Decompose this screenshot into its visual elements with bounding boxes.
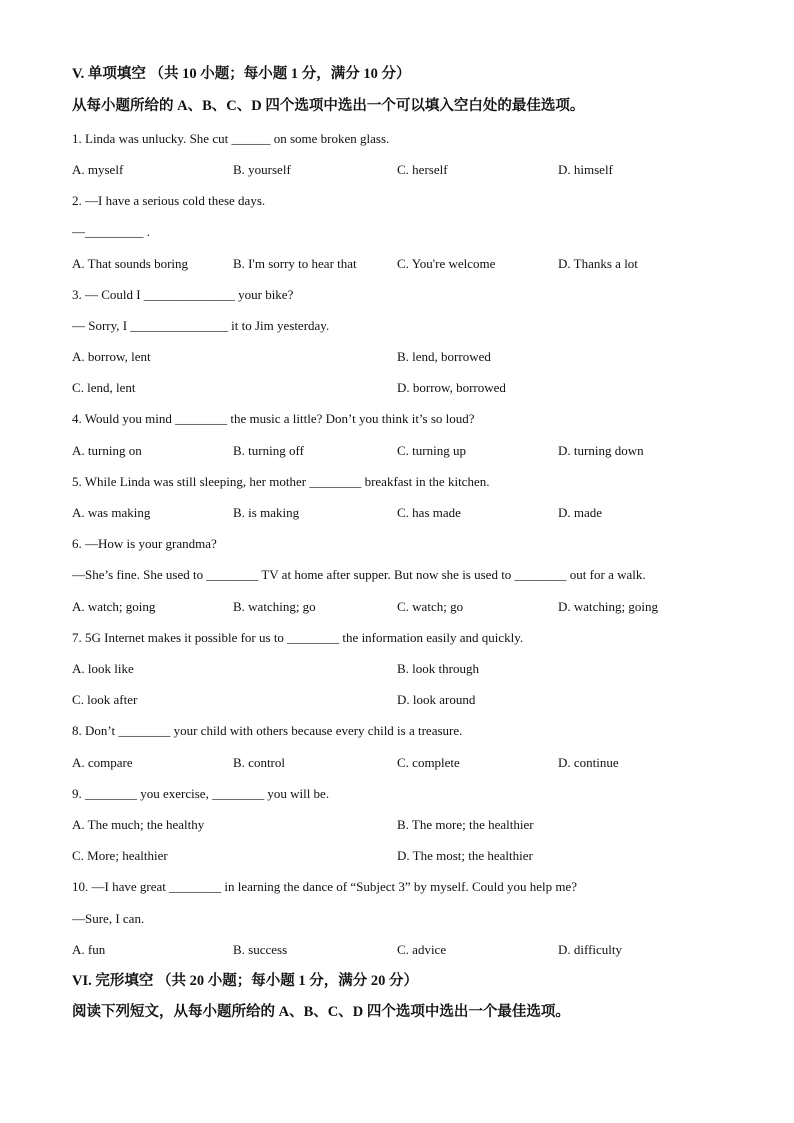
section-v-heading: V. 单项填空 （共 10 小题；每小题 1 分，满分 10 分） xyxy=(72,66,411,82)
option-b[interactable]: B. success xyxy=(233,942,288,957)
question-3-stem: 3. — Could I ______________ your bike? xyxy=(72,287,294,302)
section-vi-heading: VI. 完形填空 （共 20 小题；每小题 1 分，满分 20 分） xyxy=(72,973,418,989)
option-a[interactable]: A. was making xyxy=(72,505,151,520)
question-2-stem: 2. —I have a serious cold these days. xyxy=(72,193,266,208)
option-c[interactable]: C. advice xyxy=(397,942,447,957)
option-d[interactable]: D. look around xyxy=(397,692,476,707)
option-b[interactable]: B. watching; go xyxy=(233,599,316,614)
option-a[interactable]: A. watch; going xyxy=(72,599,156,614)
option-b[interactable]: B. look through xyxy=(397,661,479,676)
question-9-stem: 9. ________ you exercise, ________ you will be. xyxy=(72,786,330,801)
question-3-response: — Sorry, I _______________ it to Jim yesterday. xyxy=(72,318,330,333)
option-a[interactable]: A. turning on xyxy=(72,443,142,458)
question-10-stem: 10. —I have great ________ in learning the dance of “Subject 3” by myself. Could you help me? xyxy=(72,879,578,894)
question-6-response: —She’s fine. She used to ________ TV at home after supper. But now she is used to ________ out for a walk. xyxy=(72,567,646,582)
option-a[interactable]: A. myself xyxy=(72,162,124,177)
option-d[interactable]: D. turning down xyxy=(558,443,644,458)
option-b[interactable]: B. yourself xyxy=(233,162,291,177)
option-a[interactable]: A. That sounds boring xyxy=(72,256,189,271)
option-d[interactable]: D. Thanks a lot xyxy=(558,256,638,271)
question-6-stem: 6. —How is your grandma? xyxy=(72,536,217,551)
option-c[interactable]: C. watch; go xyxy=(397,599,464,614)
question-4-stem: 4. Would you mind ________ the music a little? Don’t you think it’s so loud? xyxy=(72,411,475,426)
option-b[interactable]: B. lend, borrowed xyxy=(397,349,491,364)
question-5-stem: 5. While Linda was still sleeping, her mother ________ breakfast in the kitchen. xyxy=(72,474,490,489)
section-vi-instruction: 阅读下列短文，从每小题所给的 A、B、C、D 四个选项中选出一个最佳选项。 xyxy=(72,1004,570,1020)
question-2-response: —_________ . xyxy=(72,224,150,239)
option-d[interactable]: D. continue xyxy=(558,755,619,770)
option-b[interactable]: B. control xyxy=(233,755,285,770)
option-a[interactable]: A. compare xyxy=(72,755,133,770)
question-8-stem: 8. Don’t ________ your child with others because every child is a treasure. xyxy=(72,723,463,738)
option-d[interactable]: D. difficulty xyxy=(558,942,623,957)
option-c[interactable]: C. has made xyxy=(397,505,461,520)
option-d[interactable]: D. himself xyxy=(558,162,613,177)
option-b[interactable]: B. The more; the healthier xyxy=(397,817,534,832)
option-d[interactable]: D. watching; going xyxy=(558,599,659,614)
option-d[interactable]: D. borrow, borrowed xyxy=(397,380,506,395)
option-b[interactable]: B. turning off xyxy=(233,443,304,458)
option-d[interactable]: D. The most; the healthier xyxy=(397,848,533,863)
option-a[interactable]: A. borrow, lent xyxy=(72,349,151,364)
option-b[interactable]: B. I'm sorry to hear that xyxy=(233,256,357,271)
option-c[interactable]: C. More; healthier xyxy=(72,848,168,863)
option-a[interactable]: A. The much; the healthy xyxy=(72,817,205,832)
question-10-response: —Sure, I can. xyxy=(72,911,145,926)
option-a[interactable]: A. look like xyxy=(72,661,134,676)
option-c[interactable]: C. complete xyxy=(397,755,460,770)
option-c[interactable]: C. You're welcome xyxy=(397,256,496,271)
option-b[interactable]: B. is making xyxy=(233,505,300,520)
section-v-instruction: 从每小题所给的 A、B、C、D 四个选项中选出一个可以填入空白处的最佳选项。 xyxy=(72,98,585,114)
question-1-stem: 1. Linda was unlucky. She cut ______ on some broken glass. xyxy=(72,131,390,146)
option-c[interactable]: C. herself xyxy=(397,162,448,177)
option-c[interactable]: C. lend, lent xyxy=(72,380,136,395)
option-c[interactable]: C. look after xyxy=(72,692,138,707)
option-d[interactable]: D. made xyxy=(558,505,603,520)
option-c[interactable]: C. turning up xyxy=(397,443,466,458)
option-a[interactable]: A. fun xyxy=(72,942,106,957)
question-7-stem: 7. 5G Internet makes it possible for us to ________ the information easily and quickly. xyxy=(72,630,524,645)
